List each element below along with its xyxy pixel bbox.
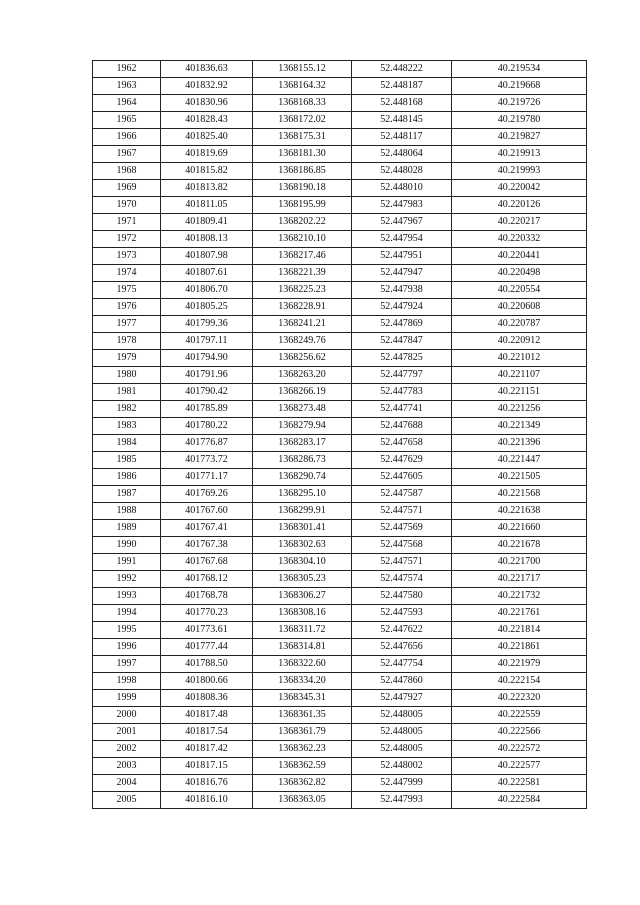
latitude-cell: 52.448005	[352, 724, 452, 741]
latitude-cell: 52.447783	[352, 384, 452, 401]
table-row	[93, 554, 587, 571]
point-number-cell: 1999	[93, 690, 161, 707]
table-row	[93, 112, 587, 129]
latitude-cell: 52.447568	[352, 537, 452, 554]
longitude-cell: 40.219993	[452, 163, 587, 180]
latitude-cell: 52.447571	[352, 503, 452, 520]
y-coordinate-cell: 1368286.73	[253, 452, 352, 469]
latitude-cell: 52.447741	[352, 401, 452, 418]
table-row	[93, 673, 587, 690]
longitude-cell: 40.221732	[452, 588, 587, 605]
point-number-cell: 1972	[93, 231, 161, 248]
longitude-cell: 40.222577	[452, 758, 587, 775]
latitude-cell: 52.447869	[352, 316, 452, 333]
y-coordinate-cell: 1368241.21	[253, 316, 352, 333]
point-number-cell: 1984	[93, 435, 161, 452]
longitude-cell: 40.219827	[452, 129, 587, 146]
x-coordinate-cell: 401830.96	[161, 95, 253, 112]
x-coordinate-cell: 401836.63	[161, 61, 253, 78]
table-row	[93, 469, 587, 486]
x-coordinate-cell: 401780.22	[161, 418, 253, 435]
y-coordinate-cell: 1368322.60	[253, 656, 352, 673]
table-row	[93, 741, 587, 758]
latitude-cell: 52.447658	[352, 435, 452, 452]
longitude-cell: 40.222566	[452, 724, 587, 741]
x-coordinate-cell: 401800.66	[161, 673, 253, 690]
y-coordinate-cell: 1368164.32	[253, 78, 352, 95]
y-coordinate-cell: 1368155.12	[253, 61, 352, 78]
latitude-cell: 52.447927	[352, 690, 452, 707]
point-number-cell: 1964	[93, 95, 161, 112]
latitude-cell: 52.447860	[352, 673, 452, 690]
table-row	[93, 690, 587, 707]
x-coordinate-cell: 401807.61	[161, 265, 253, 282]
latitude-cell: 52.447967	[352, 214, 452, 231]
latitude-cell: 52.448005	[352, 741, 452, 758]
point-number-cell: 1993	[93, 588, 161, 605]
y-coordinate-cell: 1368334.20	[253, 673, 352, 690]
point-number-cell: 2001	[93, 724, 161, 741]
point-number-cell: 1970	[93, 197, 161, 214]
table-row	[93, 265, 587, 282]
longitude-cell: 40.219726	[452, 95, 587, 112]
y-coordinate-cell: 1368172.02	[253, 112, 352, 129]
coordinates-table-body	[93, 61, 587, 809]
point-number-cell: 1980	[93, 367, 161, 384]
table-row	[93, 163, 587, 180]
latitude-cell: 52.447580	[352, 588, 452, 605]
latitude-cell: 52.447605	[352, 469, 452, 486]
latitude-cell: 52.447951	[352, 248, 452, 265]
x-coordinate-cell: 401815.82	[161, 163, 253, 180]
x-coordinate-cell: 401828.43	[161, 112, 253, 129]
longitude-cell: 40.222581	[452, 775, 587, 792]
table-row	[93, 78, 587, 95]
table-row	[93, 622, 587, 639]
point-number-cell: 1979	[93, 350, 161, 367]
longitude-cell: 40.220554	[452, 282, 587, 299]
x-coordinate-cell: 401773.72	[161, 452, 253, 469]
table-row	[93, 775, 587, 792]
point-number-cell: 1974	[93, 265, 161, 282]
y-coordinate-cell: 1368308.16	[253, 605, 352, 622]
longitude-cell: 40.222584	[452, 792, 587, 809]
longitude-cell: 40.221717	[452, 571, 587, 588]
longitude-cell: 40.220332	[452, 231, 587, 248]
table-row	[93, 282, 587, 299]
x-coordinate-cell: 401788.50	[161, 656, 253, 673]
table-row	[93, 214, 587, 231]
point-number-cell: 2003	[93, 758, 161, 775]
table-row	[93, 707, 587, 724]
y-coordinate-cell: 1368217.46	[253, 248, 352, 265]
longitude-cell: 40.220787	[452, 316, 587, 333]
table-row	[93, 418, 587, 435]
y-coordinate-cell: 1368249.76	[253, 333, 352, 350]
x-coordinate-cell: 401819.69	[161, 146, 253, 163]
latitude-cell: 52.447622	[352, 622, 452, 639]
longitude-cell: 40.221861	[452, 639, 587, 656]
latitude-cell: 52.447593	[352, 605, 452, 622]
table-row	[93, 299, 587, 316]
longitude-cell: 40.219534	[452, 61, 587, 78]
latitude-cell: 52.447587	[352, 486, 452, 503]
y-coordinate-cell: 1368202.22	[253, 214, 352, 231]
point-number-cell: 2004	[93, 775, 161, 792]
table-row	[93, 724, 587, 741]
point-number-cell: 1969	[93, 180, 161, 197]
longitude-cell: 40.221012	[452, 350, 587, 367]
table-row	[93, 520, 587, 537]
latitude-cell: 52.447797	[352, 367, 452, 384]
x-coordinate-cell: 401767.38	[161, 537, 253, 554]
latitude-cell: 52.448145	[352, 112, 452, 129]
longitude-cell: 40.221151	[452, 384, 587, 401]
y-coordinate-cell: 1368362.82	[253, 775, 352, 792]
longitude-cell: 40.219780	[452, 112, 587, 129]
longitude-cell: 40.221979	[452, 656, 587, 673]
latitude-cell: 52.448064	[352, 146, 452, 163]
table-row	[93, 333, 587, 350]
longitude-cell: 40.221638	[452, 503, 587, 520]
latitude-cell: 52.447688	[352, 418, 452, 435]
point-number-cell: 1990	[93, 537, 161, 554]
x-coordinate-cell: 401808.13	[161, 231, 253, 248]
table-row	[93, 61, 587, 78]
x-coordinate-cell: 401807.98	[161, 248, 253, 265]
longitude-cell: 40.222320	[452, 690, 587, 707]
y-coordinate-cell: 1368305.23	[253, 571, 352, 588]
table-row	[93, 486, 587, 503]
y-coordinate-cell: 1368314.81	[253, 639, 352, 656]
table-row	[93, 197, 587, 214]
y-coordinate-cell: 1368190.18	[253, 180, 352, 197]
y-coordinate-cell: 1368302.63	[253, 537, 352, 554]
point-number-cell: 1986	[93, 469, 161, 486]
table-row	[93, 588, 587, 605]
latitude-cell: 52.447999	[352, 775, 452, 792]
x-coordinate-cell: 401809.41	[161, 214, 253, 231]
table-row	[93, 231, 587, 248]
x-coordinate-cell: 401799.36	[161, 316, 253, 333]
latitude-cell: 52.447825	[352, 350, 452, 367]
x-coordinate-cell: 401770.23	[161, 605, 253, 622]
y-coordinate-cell: 1368304.10	[253, 554, 352, 571]
point-number-cell: 2002	[93, 741, 161, 758]
latitude-cell: 52.448002	[352, 758, 452, 775]
x-coordinate-cell: 401791.96	[161, 367, 253, 384]
point-number-cell: 1988	[93, 503, 161, 520]
y-coordinate-cell: 1368256.62	[253, 350, 352, 367]
y-coordinate-cell: 1368210.10	[253, 231, 352, 248]
latitude-cell: 52.447571	[352, 554, 452, 571]
y-coordinate-cell: 1368266.19	[253, 384, 352, 401]
x-coordinate-cell: 401817.48	[161, 707, 253, 724]
latitude-cell: 52.447656	[352, 639, 452, 656]
table-row	[93, 656, 587, 673]
longitude-cell: 40.221761	[452, 605, 587, 622]
x-coordinate-cell: 401811.05	[161, 197, 253, 214]
y-coordinate-cell: 1368345.31	[253, 690, 352, 707]
x-coordinate-cell: 401768.12	[161, 571, 253, 588]
longitude-cell: 40.222559	[452, 707, 587, 724]
table-row	[93, 146, 587, 163]
point-number-cell: 1982	[93, 401, 161, 418]
x-coordinate-cell: 401777.44	[161, 639, 253, 656]
x-coordinate-cell: 401832.92	[161, 78, 253, 95]
latitude-cell: 52.447574	[352, 571, 452, 588]
point-number-cell: 1962	[93, 61, 161, 78]
latitude-cell: 52.447954	[352, 231, 452, 248]
y-coordinate-cell: 1368273.48	[253, 401, 352, 418]
longitude-cell: 40.221678	[452, 537, 587, 554]
latitude-cell: 52.447569	[352, 520, 452, 537]
point-number-cell: 1971	[93, 214, 161, 231]
x-coordinate-cell: 401816.76	[161, 775, 253, 792]
point-number-cell: 2005	[93, 792, 161, 809]
x-coordinate-cell: 401817.42	[161, 741, 253, 758]
x-coordinate-cell: 401825.40	[161, 129, 253, 146]
longitude-cell: 40.221447	[452, 452, 587, 469]
table-row	[93, 384, 587, 401]
y-coordinate-cell: 1368279.94	[253, 418, 352, 435]
point-number-cell: 2000	[93, 707, 161, 724]
x-coordinate-cell: 401767.60	[161, 503, 253, 520]
latitude-cell: 52.448028	[352, 163, 452, 180]
point-number-cell: 1963	[93, 78, 161, 95]
y-coordinate-cell: 1368263.20	[253, 367, 352, 384]
longitude-cell: 40.221396	[452, 435, 587, 452]
latitude-cell: 52.447938	[352, 282, 452, 299]
coordinates-table	[92, 60, 587, 809]
y-coordinate-cell: 1368225.23	[253, 282, 352, 299]
longitude-cell: 40.221814	[452, 622, 587, 639]
x-coordinate-cell: 401817.54	[161, 724, 253, 741]
longitude-cell: 40.222572	[452, 741, 587, 758]
x-coordinate-cell: 401773.61	[161, 622, 253, 639]
longitude-cell: 40.221505	[452, 469, 587, 486]
x-coordinate-cell: 401816.10	[161, 792, 253, 809]
table-row	[93, 248, 587, 265]
longitude-cell: 40.220608	[452, 299, 587, 316]
table-row	[93, 639, 587, 656]
x-coordinate-cell: 401805.25	[161, 299, 253, 316]
table-row	[93, 350, 587, 367]
y-coordinate-cell: 1368311.72	[253, 622, 352, 639]
y-coordinate-cell: 1368363.05	[253, 792, 352, 809]
y-coordinate-cell: 1368181.30	[253, 146, 352, 163]
table-row	[93, 452, 587, 469]
x-coordinate-cell: 401769.26	[161, 486, 253, 503]
y-coordinate-cell: 1368283.17	[253, 435, 352, 452]
x-coordinate-cell: 401785.89	[161, 401, 253, 418]
x-coordinate-cell: 401767.68	[161, 554, 253, 571]
point-number-cell: 1968	[93, 163, 161, 180]
point-number-cell: 1997	[93, 656, 161, 673]
x-coordinate-cell: 401817.15	[161, 758, 253, 775]
point-number-cell: 1989	[93, 520, 161, 537]
longitude-cell: 40.222154	[452, 673, 587, 690]
point-number-cell: 1977	[93, 316, 161, 333]
latitude-cell: 52.447847	[352, 333, 452, 350]
latitude-cell: 52.448222	[352, 61, 452, 78]
point-number-cell: 1991	[93, 554, 161, 571]
x-coordinate-cell: 401776.87	[161, 435, 253, 452]
point-number-cell: 1998	[93, 673, 161, 690]
latitude-cell: 52.447754	[352, 656, 452, 673]
longitude-cell: 40.221107	[452, 367, 587, 384]
x-coordinate-cell: 401768.78	[161, 588, 253, 605]
table-row	[93, 367, 587, 384]
latitude-cell: 52.448187	[352, 78, 452, 95]
y-coordinate-cell: 1368195.99	[253, 197, 352, 214]
point-number-cell: 1985	[93, 452, 161, 469]
latitude-cell: 52.447629	[352, 452, 452, 469]
x-coordinate-cell: 401808.36	[161, 690, 253, 707]
x-coordinate-cell: 401790.42	[161, 384, 253, 401]
latitude-cell: 52.448168	[352, 95, 452, 112]
longitude-cell: 40.220217	[452, 214, 587, 231]
table-row	[93, 180, 587, 197]
table-row	[93, 95, 587, 112]
table-row	[93, 792, 587, 809]
table-row	[93, 316, 587, 333]
table-row	[93, 503, 587, 520]
longitude-cell: 40.221349	[452, 418, 587, 435]
longitude-cell: 40.219913	[452, 146, 587, 163]
latitude-cell: 52.448010	[352, 180, 452, 197]
y-coordinate-cell: 1368361.35	[253, 707, 352, 724]
latitude-cell: 52.447983	[352, 197, 452, 214]
point-number-cell: 1992	[93, 571, 161, 588]
point-number-cell: 1965	[93, 112, 161, 129]
latitude-cell: 52.448117	[352, 129, 452, 146]
point-number-cell: 1978	[93, 333, 161, 350]
x-coordinate-cell: 401794.90	[161, 350, 253, 367]
point-number-cell: 1996	[93, 639, 161, 656]
table-row	[93, 435, 587, 452]
table-row	[93, 758, 587, 775]
longitude-cell: 40.220042	[452, 180, 587, 197]
table-row	[93, 401, 587, 418]
point-number-cell: 1994	[93, 605, 161, 622]
longitude-cell: 40.220498	[452, 265, 587, 282]
point-number-cell: 1983	[93, 418, 161, 435]
point-number-cell: 1987	[93, 486, 161, 503]
y-coordinate-cell: 1368361.79	[253, 724, 352, 741]
longitude-cell: 40.221700	[452, 554, 587, 571]
table-row	[93, 571, 587, 588]
x-coordinate-cell: 401806.70	[161, 282, 253, 299]
table-row	[93, 129, 587, 146]
longitude-cell: 40.220441	[452, 248, 587, 265]
point-number-cell: 1981	[93, 384, 161, 401]
y-coordinate-cell: 1368221.39	[253, 265, 352, 282]
x-coordinate-cell: 401771.17	[161, 469, 253, 486]
y-coordinate-cell: 1368306.27	[253, 588, 352, 605]
table-row	[93, 605, 587, 622]
y-coordinate-cell: 1368301.41	[253, 520, 352, 537]
point-number-cell: 1976	[93, 299, 161, 316]
latitude-cell: 52.447924	[352, 299, 452, 316]
latitude-cell: 52.448005	[352, 707, 452, 724]
y-coordinate-cell: 1368295.10	[253, 486, 352, 503]
y-coordinate-cell: 1368362.59	[253, 758, 352, 775]
latitude-cell: 52.447947	[352, 265, 452, 282]
longitude-cell: 40.221660	[452, 520, 587, 537]
point-number-cell: 1967	[93, 146, 161, 163]
point-number-cell: 1975	[93, 282, 161, 299]
table-row	[93, 537, 587, 554]
longitude-cell: 40.219668	[452, 78, 587, 95]
longitude-cell: 40.221568	[452, 486, 587, 503]
longitude-cell: 40.221256	[452, 401, 587, 418]
point-number-cell: 1973	[93, 248, 161, 265]
y-coordinate-cell: 1368168.33	[253, 95, 352, 112]
point-number-cell: 1995	[93, 622, 161, 639]
y-coordinate-cell: 1368186.85	[253, 163, 352, 180]
y-coordinate-cell: 1368362.23	[253, 741, 352, 758]
x-coordinate-cell: 401767.41	[161, 520, 253, 537]
longitude-cell: 40.220126	[452, 197, 587, 214]
longitude-cell: 40.220912	[452, 333, 587, 350]
x-coordinate-cell: 401813.82	[161, 180, 253, 197]
y-coordinate-cell: 1368175.31	[253, 129, 352, 146]
y-coordinate-cell: 1368299.91	[253, 503, 352, 520]
latitude-cell: 52.447993	[352, 792, 452, 809]
point-number-cell: 1966	[93, 129, 161, 146]
x-coordinate-cell: 401797.11	[161, 333, 253, 350]
y-coordinate-cell: 1368290.74	[253, 469, 352, 486]
y-coordinate-cell: 1368228.91	[253, 299, 352, 316]
